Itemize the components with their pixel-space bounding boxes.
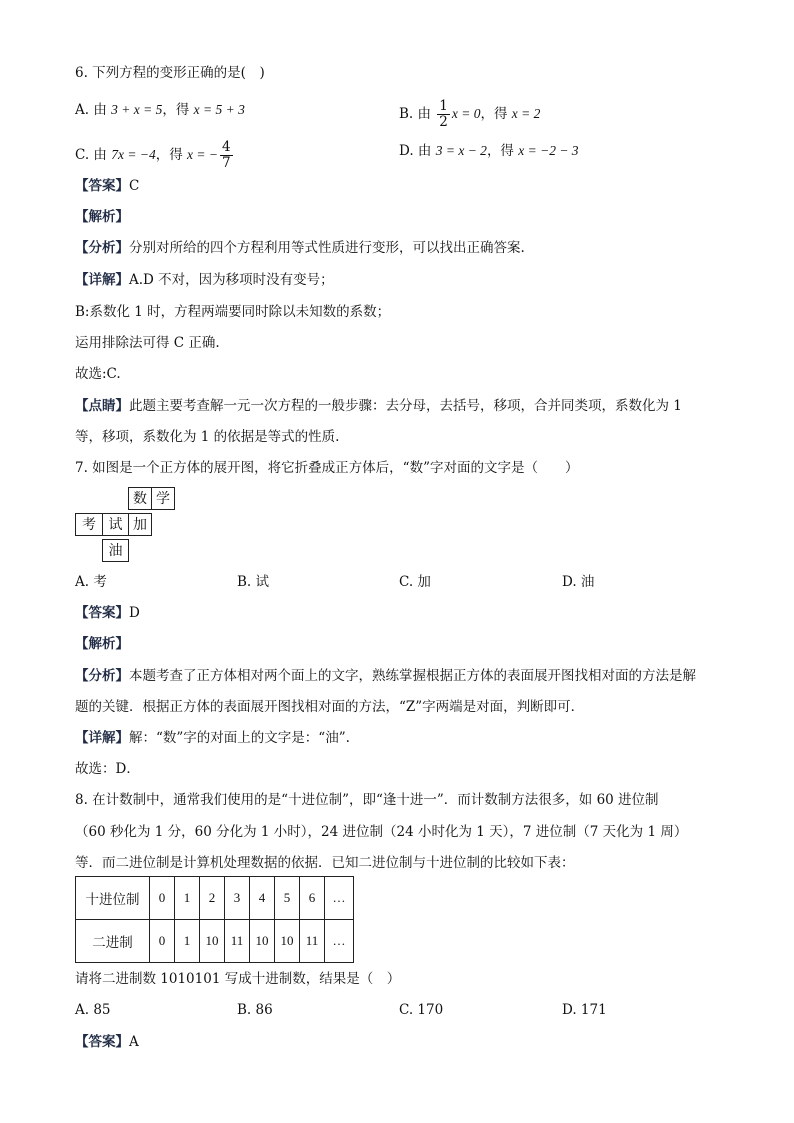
q8-question: 请将二进制数 1010101 写成十进制数，结果是（ ） (75, 971, 401, 987)
q8-answer: 【答案】A (75, 1034, 139, 1050)
q8-stem-1: 8. 在计数制中，通常我们使用的是“十进位制”，即“逢十进一”．而计数制方法很多，如 60 进位制 (75, 792, 659, 808)
q7-stem: 7. 如图是一个正方体的展开图，将它折叠成正方体后，“数”字对面的文字是（ ） (75, 460, 579, 476)
q6-dianjing-2: 等，移项，系数化为 1 的依据是等式的性质. (75, 429, 340, 445)
table-cell: 3 (225, 877, 250, 920)
fraction: $\frac{1}{2}$ (439, 98, 448, 130)
q7-fenxi-2: 题的关键．根据正方体的表面展开图找相对面的方法，“Z”字两端是对面，判断即可． (75, 699, 585, 715)
q7-option-c[interactable]: C. 加 (399, 574, 431, 590)
table-cell: 0 (150, 877, 175, 920)
q6-fenxi: 【分析】分别对所给的四个方程利用等式性质进行变形，可以找出正确答案. (75, 240, 525, 256)
table-cell: 10 (250, 920, 275, 963)
q6-xiangjie: 【详解】A.D 不对，因为移项时没有变号； (75, 272, 334, 288)
q6-option-b[interactable]: B. 由 $\frac{1}{2}$ x = 0，得 x = 2 (399, 98, 541, 130)
q8-stem-3: 等．而二进位制是计算机处理数据的依据．已知二进位制与十进位制的比较如下表： (75, 855, 575, 871)
q7-xiangjie: 【详解】解：“数”字的对面上的文字是：“油”. (75, 730, 350, 746)
q6-option-a[interactable]: A. 由 3 + x = 5，得 x = 5 + 3 (75, 102, 245, 118)
table-cell: 10 (200, 920, 225, 963)
q7-option-b[interactable]: B. 试 (237, 574, 270, 590)
table-cell: 2 (200, 877, 225, 920)
q6-xiangjie-2: B:系数化 1 时，方程两端要同时除以未知数的系数； (75, 304, 391, 320)
q8-option-d[interactable]: D. 171 (562, 1002, 607, 1018)
q7-option-d[interactable]: D. 油 (562, 574, 595, 590)
q6-xiangjie-3: 运用排除法可得 C 正确. (75, 335, 220, 351)
q7-answer: 【答案】D (75, 605, 140, 621)
table-row (76, 877, 354, 920)
table-cell: 11 (225, 920, 250, 963)
q6-conclusion: 故选:C. (75, 366, 121, 382)
q8-option-b[interactable]: B. 86 (237, 1002, 273, 1018)
table-cell: 10 (275, 920, 300, 963)
net-cell-xue: 学 (151, 487, 175, 510)
q7-fenxi: 【分析】本题考查了正方体相对两个面上的文字，熟练掌握根据正方体的表面展开图找相对面的方法是解 (75, 668, 696, 684)
net-cell-you: 油 (102, 539, 129, 562)
table-cell: 1 (175, 920, 200, 963)
table-row-header: 十进位制 (76, 877, 150, 920)
table-cell: 5 (275, 877, 300, 920)
q6-dianjing: 【点睛】此题主要考查解一元一次方程的一般步骤：去分母，去括号，移项，合并同类项，系数化为 1 (75, 398, 682, 414)
q8-option-c[interactable]: C. 170 (399, 1002, 444, 1018)
base-comparison-table (75, 876, 354, 963)
table-cell: 4 (250, 877, 275, 920)
q7-option-a[interactable]: A. 考 (75, 574, 107, 590)
table-cell: 1 (175, 877, 200, 920)
q6-option-d[interactable]: D. 由 3 = x − 2，得 x = −2 − 3 (399, 143, 579, 159)
q8-option-a[interactable]: A. 85 (75, 1002, 111, 1018)
q7-conclusion: 故选：D． (75, 761, 140, 777)
net-cell-shi: 试 (102, 513, 129, 536)
fraction: $\frac{4}{7}$ (221, 139, 231, 171)
q6-analysis-heading: 【解析】 (75, 209, 129, 225)
q8-stem-2: （60 秒化为 1 分，60 分化为 1 小时），24 进位制（24 小时化为 1 天），7 进位制（7 天化为 1 周） (75, 824, 688, 840)
table-row (76, 920, 354, 963)
table-cell: 0 (150, 920, 175, 963)
q6-answer: 【答案】C (75, 178, 140, 194)
q6-stem: 6. 下列方程的变形正确的是( ) (75, 65, 265, 81)
q6-option-c[interactable]: C. 由 7x = −4，得 x = − $\frac{4}{7}$ (75, 139, 231, 171)
q7-analysis-heading: 【解析】 (75, 636, 129, 652)
net-cell-kao: 考 (75, 513, 103, 536)
net-cell-shu: 数 (128, 487, 152, 510)
table-cell: … (325, 877, 354, 920)
net-cell-jia: 加 (128, 513, 152, 536)
table-cell: 6 (300, 877, 325, 920)
table-cell: … (325, 920, 354, 963)
table-row-header: 二进制 (76, 920, 150, 963)
table-cell: 11 (300, 920, 325, 963)
